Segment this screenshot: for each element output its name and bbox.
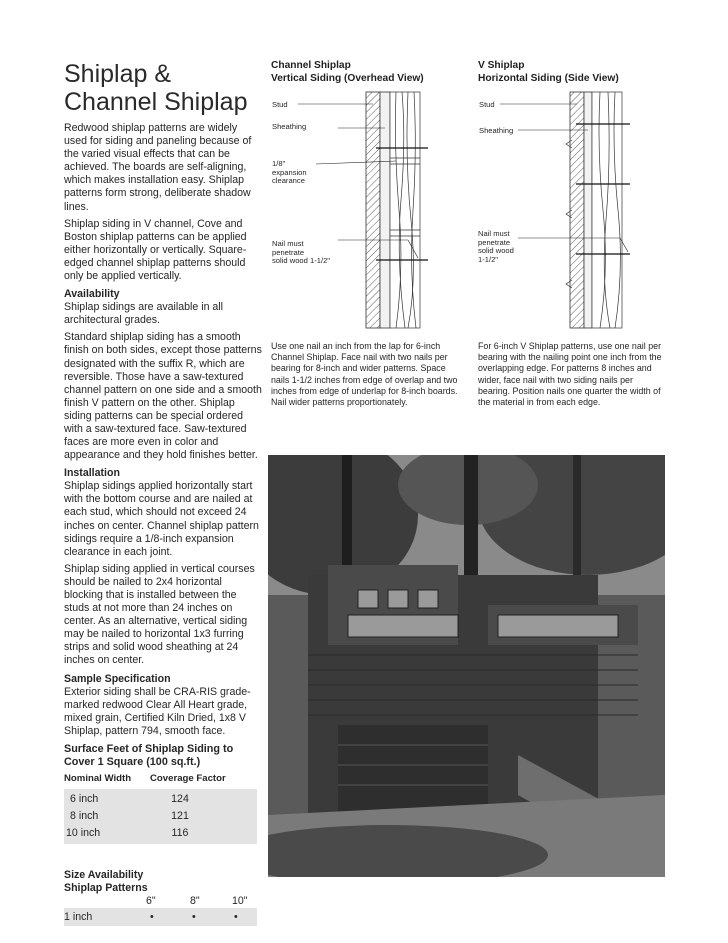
table-row: [64, 908, 257, 926]
expansion-clearance-label: [272, 160, 307, 186]
size-mark: •: [192, 910, 196, 923]
availability-paragraph-1: Shiplap sidings are available in all architectural grades.: [64, 301, 224, 327]
v-heading-line-2: Horizontal Siding (Side View): [478, 72, 619, 84]
page-title: [64, 60, 247, 116]
channel-heading-line-1: Channel Shiplap: [271, 60, 351, 71]
channel-stud-label: Stud: [272, 100, 288, 109]
v-stud-shape: [570, 92, 584, 328]
channel-nail-line-3: solid wood 1-1/2": [272, 256, 330, 266]
coverage-width-cell: 10 inch: [66, 826, 101, 839]
v-sheathing-label: Sheathing: [479, 126, 514, 135]
channel-nail-line-2: penetrate: [272, 247, 305, 257]
coverage-factor-cell: 116: [171, 826, 189, 839]
v-heading-line-1: V Shiplap: [478, 60, 525, 71]
channel-nail-label: [272, 240, 330, 266]
v-diagram-heading: [478, 60, 619, 86]
channel-diagram-heading: [271, 60, 424, 86]
sheathing-shape: [380, 92, 390, 328]
page-title-line-1: Shiplap &: [64, 60, 172, 88]
table-row: [64, 791, 257, 808]
v-nail-line-1: Nail must: [478, 229, 510, 238]
channel-sheathing-label: Sheathing: [272, 122, 307, 131]
v-nail-line-3: solid wood: [478, 246, 514, 256]
v-nail-line-4: 1-1/2": [478, 254, 499, 264]
channel-diagram-caption: Use one nail an inch from the lap for 6-inch Channel Shiplap. Face nail with two nails per bearing for 8-inch and wider patterns. Space nails 1-1/2 inches from edge of overlap and two inches from edge of underlap for 8-inch boards. Nail wider patterns proportionately.: [271, 341, 458, 408]
size-row-label: 1 inch: [64, 910, 93, 923]
coverage-col-width: Nominal Width: [64, 772, 132, 784]
coverage-table-header: [64, 772, 262, 785]
size-table-header: [64, 895, 262, 908]
availability-paragraph-2: Standard shiplap siding has a smooth finish on both sides, except those patterns designated with the suffix R, which are reversible. Those have a saw-textured channel pattern on one side and a smooth finish V pattern on the other. Shiplap siding patterns can be special ordered with a saw-textured face. Saw-textured faces are more even in color and appearance and they hold finishes better.: [64, 331, 262, 462]
channel-heading-line-2: Vertical Siding (Overhead View): [271, 72, 424, 84]
v-diagram-caption: For 6-inch V Shiplap patterns, use one nail per bearing with the nailing point one inch from the overlapping edge. For patterns 8 inches and wider, face nail with two siding nails per bearing. Position nails one quarter the width of the material in from each edge.: [478, 341, 662, 408]
v-nail-label: [478, 230, 514, 264]
coverage-col-factor: Coverage Factor: [150, 772, 226, 784]
size-availability-heading: Size Availability: [64, 869, 144, 882]
house-photo-drawing: [268, 455, 665, 877]
coverage-factor-cell: 124: [171, 792, 189, 805]
size-col-8: 8": [190, 895, 200, 908]
size-mark: •: [234, 910, 238, 923]
availability-heading: Availability: [64, 288, 120, 301]
sample-spec-text: Exterior siding shall be CRA-RIS grade-marked redwood Clear All Heart grade, mixed grain, Certified Kiln Dried, 1x8 V Shiplap, pattern 794, smooth face.: [64, 685, 251, 737]
installation-paragraph-2: Shiplap siding applied in vertical courses should be nailed to 2x4 horizontal blocking that is installed between the studs at not more than 24 inches on center. As an alternative, vertical siding may be nailed to horizontal 1x3 furring strips and solid wood sheathing at 24 inches on center.: [64, 562, 255, 667]
siding-boards: [390, 92, 420, 328]
coverage-heading: Surface Feet of Shiplap Siding to Cover 1 Square (100 sq.ft.): [64, 742, 234, 768]
channel-nail-line-1: Nail must: [272, 239, 304, 248]
coverage-width-cell: 6 inch: [70, 792, 99, 805]
house-photograph: [268, 455, 665, 877]
size-mark: •: [150, 910, 154, 923]
intro-paragraph-1: Redwood shiplap patterns are widely used for siding and paneling because of the varied visual effects that can be achieved. The boards are self-aligning, which makes installation easy. Shiplap patterns form strong, deliberate shadow lines.: [64, 122, 252, 213]
sample-spec-heading: Sample Specification: [64, 672, 171, 685]
coverage-width-cell: 8 inch: [70, 809, 99, 822]
v-nail-line-2: penetrate: [478, 237, 511, 247]
size-col-6: 6": [146, 895, 156, 908]
stud-shape: [366, 92, 380, 328]
expansion-label-line-3: clearance: [272, 176, 305, 186]
expansion-label-line-1: 1/8": [272, 159, 286, 168]
v-sheathing-shape: [584, 92, 592, 328]
table-row: [64, 825, 257, 842]
installation-heading: Installation: [64, 467, 120, 480]
table-row: [64, 808, 257, 825]
left-column: [64, 122, 262, 926]
coverage-factor-cell: 121: [171, 809, 189, 822]
page-title-line-2: Channel Shiplap: [64, 88, 248, 116]
installation-paragraph-1: Shiplap sidings applied horizontally start with the bottom course and are nailed at each stud, which should not exceed 24 inches on center. Channel shiplap pattern sidings require a 1/8-inch expansion clearance in each joint.: [64, 480, 259, 558]
coverage-table: [64, 789, 257, 844]
expansion-label-line-2: expansion: [272, 167, 307, 177]
shiplap-patterns-heading: Shiplap Patterns: [64, 882, 148, 895]
size-col-10: 10": [232, 895, 248, 908]
v-stud-label: Stud: [479, 100, 495, 109]
intro-paragraph-2: Shiplap siding in V channel, Cove and Boston shiplap patterns can be applied either horizontally or vertically. Square-edged channel shiplap patterns should only be applied vertically.: [64, 217, 247, 283]
